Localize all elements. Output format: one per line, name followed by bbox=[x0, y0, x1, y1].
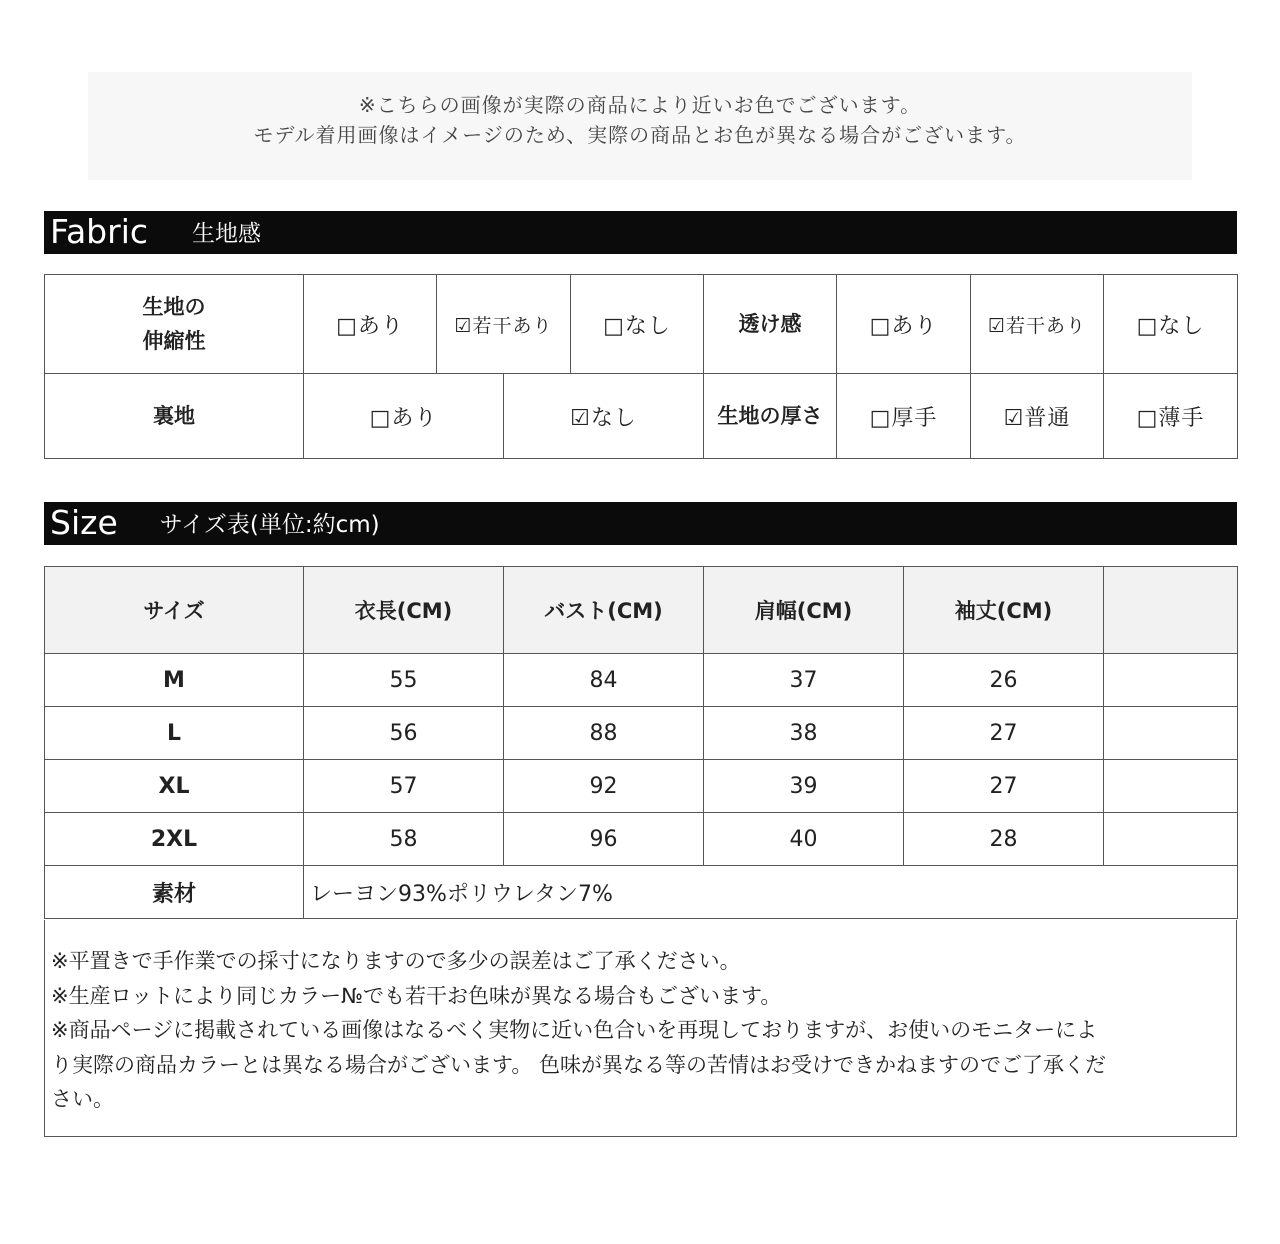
note-line-3: ※商品ページに掲載されている画像はなるべく実物に近い色合いを再現しておりますが、お使いのモニターによ bbox=[51, 1018, 1098, 1042]
note-line-2: ※生産ロットにより同じカラー№でも若干お色味が異なる場合もございます。 bbox=[51, 983, 782, 1008]
stretch-label-cell bbox=[45, 275, 304, 374]
header-length: 衣長(CM) bbox=[304, 567, 504, 654]
thickness-label: 生地の厚さ bbox=[704, 374, 837, 459]
header-size: サイズ bbox=[45, 567, 304, 654]
fabric-header-en: Fabric bbox=[50, 212, 149, 251]
sheer-label: 透け感 bbox=[704, 275, 837, 374]
size-table-header-row bbox=[45, 567, 1238, 654]
sheer-option-slight: ☑若干あり bbox=[971, 275, 1104, 374]
size-header-en: Size bbox=[50, 503, 118, 542]
length-cell: 56 bbox=[304, 707, 504, 760]
size-cell: M bbox=[45, 654, 304, 707]
fabric-section-header bbox=[44, 211, 1237, 254]
sleeve-cell: 28 bbox=[904, 813, 1104, 866]
header-empty bbox=[1104, 567, 1238, 654]
table-row bbox=[45, 760, 1238, 813]
notice-box bbox=[88, 72, 1192, 180]
sleeve-cell: 27 bbox=[904, 760, 1104, 813]
shoulder-cell: 37 bbox=[704, 654, 904, 707]
header-bust: バスト(CM) bbox=[504, 567, 704, 654]
bust-cell: 84 bbox=[504, 654, 704, 707]
fabric-row-lining-thickness bbox=[45, 374, 1238, 459]
stretch-option-no: □なし bbox=[571, 275, 704, 374]
stretch-label-line-1: 生地の bbox=[142, 295, 206, 319]
shoulder-cell: 38 bbox=[704, 707, 904, 760]
thickness-option-normal: ☑普通 bbox=[971, 374, 1104, 459]
material-row bbox=[45, 866, 1238, 919]
shoulder-cell: 40 bbox=[704, 813, 904, 866]
sleeve-cell: 26 bbox=[904, 654, 1104, 707]
sheer-option-no: □なし bbox=[1104, 275, 1238, 374]
table-row bbox=[45, 813, 1238, 866]
lining-option-yes: □あり bbox=[304, 374, 504, 459]
header-sleeve: 袖丈(CM) bbox=[904, 567, 1104, 654]
fabric-row-stretch-sheer bbox=[45, 275, 1238, 374]
sleeve-cell: 27 bbox=[904, 707, 1104, 760]
header-shoulder: 肩幅(CM) bbox=[704, 567, 904, 654]
empty-cell bbox=[1104, 813, 1238, 866]
notes-box bbox=[44, 920, 1237, 1137]
shoulder-cell: 39 bbox=[704, 760, 904, 813]
empty-cell bbox=[1104, 760, 1238, 813]
table-row bbox=[45, 654, 1238, 707]
length-cell: 55 bbox=[304, 654, 504, 707]
bust-cell: 96 bbox=[504, 813, 704, 866]
stretch-option-slight: ☑若干あり bbox=[437, 275, 571, 374]
fabric-table bbox=[44, 274, 1238, 459]
empty-cell bbox=[1104, 707, 1238, 760]
thickness-option-thick: □厚手 bbox=[837, 374, 971, 459]
notice-line-2: モデル着用画像はイメージのため、実際の商品とお色が異なる場合がございます。 bbox=[253, 123, 1027, 147]
lining-label: 裏地 bbox=[45, 374, 304, 459]
bust-cell: 92 bbox=[504, 760, 704, 813]
note-line-1: ※平置きで手作業での採寸になりますので多少の誤差はご了承ください。 bbox=[51, 949, 741, 973]
material-label: 素材 bbox=[45, 866, 304, 919]
fabric-header-jp: 生地感 bbox=[192, 221, 262, 247]
table-row bbox=[45, 707, 1238, 760]
size-cell: L bbox=[45, 707, 304, 760]
size-section-header bbox=[44, 502, 1237, 545]
note-line-5: さい。 bbox=[51, 1087, 114, 1111]
empty-cell bbox=[1104, 654, 1238, 707]
stretch-label-line-2: 伸縮性 bbox=[142, 329, 206, 353]
lining-option-no: ☑なし bbox=[504, 374, 704, 459]
bust-cell: 88 bbox=[504, 707, 704, 760]
size-header-jp: サイズ表(単位:約cm) bbox=[159, 512, 380, 538]
stretch-option-yes: □あり bbox=[304, 275, 437, 374]
size-table bbox=[44, 566, 1238, 919]
size-cell: 2XL bbox=[45, 813, 304, 866]
notice-line-1: ※こちらの画像が実際の商品により近いお色でございます。 bbox=[358, 93, 922, 117]
length-cell: 57 bbox=[304, 760, 504, 813]
length-cell: 58 bbox=[304, 813, 504, 866]
note-line-4: り実際の商品カラーとは異なる場合がございます。 色味が異なる等の苦情はお受けできかねますのでご了承くだ bbox=[51, 1052, 1106, 1077]
size-cell: XL bbox=[45, 760, 304, 813]
sheer-option-yes: □あり bbox=[837, 275, 971, 374]
material-value: レーヨン93%ポリウレタン7% bbox=[304, 866, 1238, 919]
thickness-option-thin: □薄手 bbox=[1104, 374, 1238, 459]
